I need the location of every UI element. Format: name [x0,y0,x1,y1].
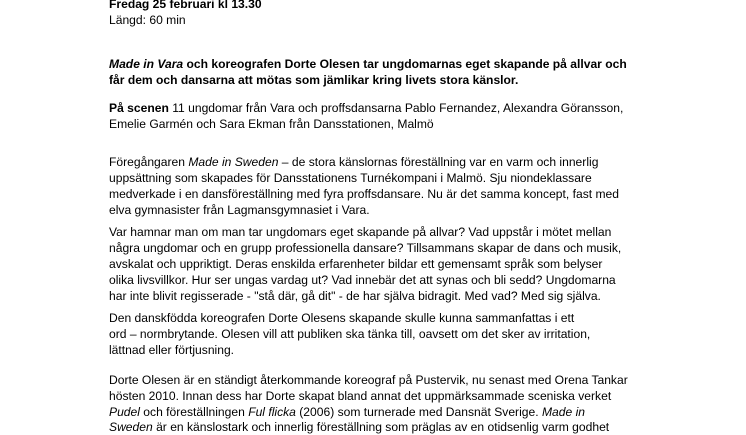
p3-line-2: ord – normbrytande. Olesen vill att publiken ska tänka till, oavsett om det sker av irritation, [109,327,591,341]
event-duration: Längd: 60 min [109,13,186,27]
cast-line-1 [109,100,623,116]
work-title-pudel: Pudel [109,405,140,419]
work-title-sweden: Sweden [109,420,153,434]
intro-line-1-text: och koreografen Dorte Olesen tar ungdomarnas eget skapande på allvar och [183,57,627,71]
p4-line-3 [109,404,585,420]
p4-line-1: Dorte Olesen är en ständigt återkommande koreograf på Pustervik, nu senast med Orena Tankar [109,373,628,387]
p2-line-4: olika livsvillkor. Hur ser ungas vardag ut? Vad innebär det att synas och bli sedd? Ungdomarna [109,273,616,287]
work-title-ful-flicka: Ful flicka [248,405,296,419]
p1-line-4: elva gymnasister från Lagmansgymnasiet i Vara. [109,203,370,217]
previous-show-title: Made in Sweden [188,155,279,169]
work-title-made-in: Made in [541,405,585,419]
intro-line-1 [109,56,627,72]
cast-line-2: Emelie Garmén och Sara Ekman från Dansstationen, Malmö [109,117,434,131]
p2-line-2: några ungdomar och en grupp professionella dansare? Tillsammans skapar de dans och musik, [109,241,622,255]
p3-line-3: lättnad eller förtjusning. [109,343,235,357]
p4-line-4 [109,419,609,435]
p3-line-1: Den danskfödda koreografen Dorte Olesens skapande skulle kunna sammanfattas i ett [109,311,575,325]
p2-line-1: Var hamnar man om man tar ungdomars eget skapande på allvar? Vad uppstår i mötet mellan [109,225,612,239]
p1-line-3: medverkade i en dansföreställning med fyra proffsdansare. Nu är det samma koncept, fast med [109,187,619,201]
cast-line-1-text: 11 ungdomar från Vara och proffsdansarna Pablo Fernandez, Alexandra Göransson, [168,101,624,115]
p4-line-3-mid: och föreställningen [139,405,249,419]
p4-line-3-mid2: (2006) som turnerade med Dansnät Sverige. [295,405,542,419]
p1-line-1-post: – de stora känslornas föreställning var en varm och innerlig [278,155,599,169]
p1-line-1 [109,154,598,170]
p2-line-3: avskalat och uppriktigt. Deras enskilda erfarenheter bildar ett gemensamt språk som belyser [109,257,603,271]
p4-line-4-rest: är en känslostark och innerlig föreställning som präglas av en otidsenlig varm godhet [152,420,610,434]
p4-line-2: hösten 2010. Innan dess har Dorte skapat bland annat det uppmärksammade sceniska verket [109,389,612,403]
p1-line-1-pre: Föregångaren [109,155,189,169]
cast-label: På scenen [109,101,169,115]
intro-line-2: får dem och dansarna att mötas som jämlikar kring livets stora känslor. [109,73,519,87]
p1-line-2: uppsättning som skapades för Dansstationens Turnékompani i Malmö. Sju niondeklassare [109,171,592,185]
show-title: Made in Vara [109,57,184,71]
event-date-time: Fredag 25 februari kl 13.30 [109,0,262,11]
p2-line-5: har inte blivit regisserade - "stå där, gå dit" - de har själva bidragit. Med vad? Med sig själva. [109,289,601,303]
